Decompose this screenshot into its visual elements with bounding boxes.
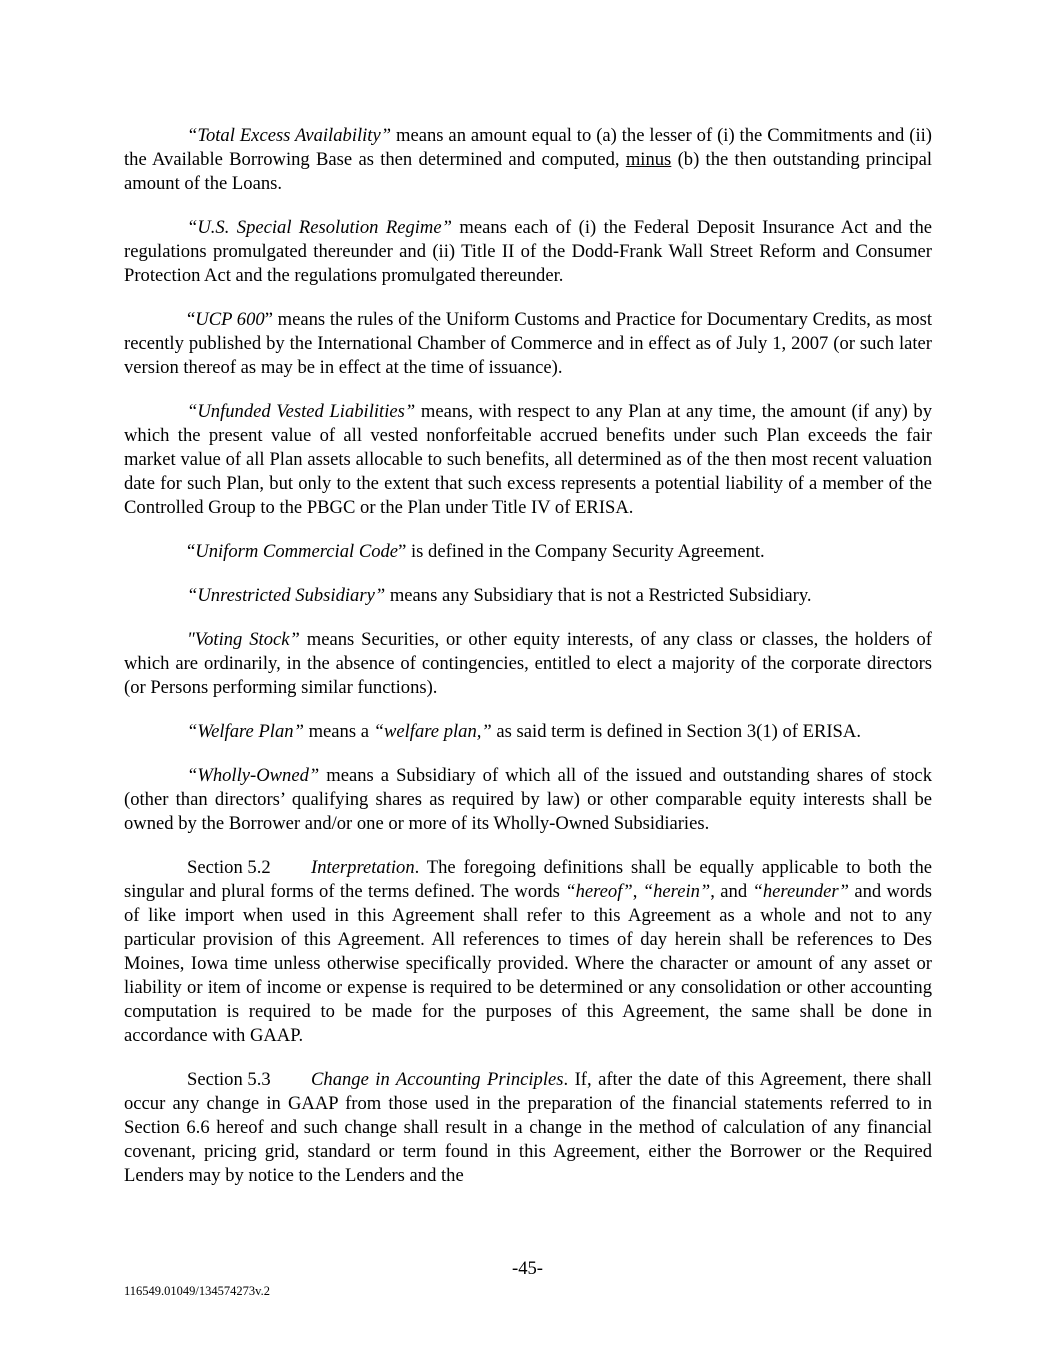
defined-term: “Unrestricted Subsidiary” xyxy=(187,585,386,606)
defined-term: Uniform Commercial Code xyxy=(195,541,399,562)
definition-text: means Securities, or other equity interests, of any class or classes, the holders of which are ordinarily, in the absence of contingencies, entitled to elect a majority of the corporate directors (or Persons performing similar functions). xyxy=(124,629,932,698)
definition-unrestricted-subsidiary xyxy=(124,584,932,608)
definition-us-special-resolution-regime xyxy=(124,216,932,288)
definition-total-excess-availability xyxy=(124,124,932,196)
definition-text-cont: (b) the then outstanding principal amount of the Loans. xyxy=(124,149,932,194)
definition-uniform-commercial-code xyxy=(124,540,932,564)
defined-term: “Wholly-Owned” xyxy=(187,765,320,786)
definition-text: means each of (i) the Federal Deposit Insurance Act and the regulations promulgated thereunder and (ii) Title II of the Dodd-Frank Wall Street Reform and Consumer Protection Act and the regulations promulgated thereunder. xyxy=(124,217,932,286)
section-number: Section 5.2 xyxy=(187,857,271,878)
close-quote: ” xyxy=(398,541,407,562)
open-quote: “ xyxy=(187,541,196,562)
definition-text: means any Subsidiary that is not a Restricted Subsidiary. xyxy=(385,585,812,606)
definition-welfare-plan xyxy=(124,720,932,744)
section-5-3 xyxy=(124,1068,932,1188)
section-text: . If, after the date of this Agreement, there shall occur any change in GAAP from those used in the preparation of the financial statements referred to in Section 6.6 hereof and such change shall result in a change in the method of calculation of any financial covenant, pricing grid, standard or term found in this Agreement, either the Borrower or the Required Lenders may by notice to the Lenders and the xyxy=(124,1069,932,1186)
defined-term: “Unfunded Vested Liabilities” xyxy=(187,401,416,422)
close-quote: ” xyxy=(264,309,273,330)
section-title: Change in Accounting Principles xyxy=(311,1069,564,1090)
separator: , xyxy=(632,881,643,902)
inline-italic-term: “welfare plan,” xyxy=(373,721,492,742)
definition-unfunded-vested-liabilities xyxy=(124,400,932,520)
definition-text: means an amount equal to (a) the lesser of (i) the Commitments and (ii) the Available Borrowing Base as then determined and computed, xyxy=(124,125,932,170)
definition-text: is defined in the Company Security Agreement. xyxy=(406,541,765,562)
page-number: -45- xyxy=(512,1258,543,1279)
section-title: Interpretation xyxy=(311,857,415,878)
definition-text: means a Subsidiary of which all of the issued and outstanding shares of stock (other than directors’ qualifying shares as required by law) or other comparable equity interests shall be owned by the Borrower and/or one or more of its Wholly-Owned Subsidiaries. xyxy=(124,765,932,834)
defined-term: “Welfare Plan” xyxy=(187,721,304,742)
defined-term: “Total Excess Availability” xyxy=(187,125,392,146)
definition-text: means, with respect to any Plan at any time, the amount (if any) by which the present value of all vested nonforfeitable accrued benefits under such Plan exceeds the fair market value of all Plan assets allocable to such benefits, all determined as of the then most recent valuation date for such Plan, but only to the extent that such excess represents a potential liability of a member of the Controlled Group to the PBGC or the Plan under Title IV of ERISA. xyxy=(124,401,932,518)
quoted-word-herein: “herein” xyxy=(642,881,711,902)
defined-term: "Voting Stock” xyxy=(187,629,300,650)
quoted-word-hereof: “hereof” xyxy=(565,881,633,902)
defined-term: UCP 600 xyxy=(195,309,265,330)
definition-wholly-owned xyxy=(124,764,932,836)
definition-text: means a xyxy=(303,721,374,742)
definition-text: means the rules of the Uniform Customs and Practice for Documentary Credits, as most recently published by the International Chamber of Commerce and in effect as of July 1, 2007 (or such later version thereof as may be in effect at the time of issuance). xyxy=(124,309,932,378)
separator: , and xyxy=(710,881,753,902)
quoted-word-hereunder: “hereunder” xyxy=(752,881,849,902)
open-quote: “ xyxy=(187,309,196,330)
definition-voting-stock xyxy=(124,628,932,700)
defined-term: “U.S. Special Resolution Regime” xyxy=(187,217,452,238)
definition-ucp-600 xyxy=(124,308,932,380)
section-5-2 xyxy=(124,856,932,1048)
section-text: . The foregoing definitions shall be equally applicable to both the singular and plural forms of the terms defined. The words xyxy=(124,857,932,902)
underlined-word: minus xyxy=(625,149,672,170)
section-text-cont: and words of like import when used in this Agreement shall refer to this Agreement as a whole and not to any particular provision of this Agreement. All references to times of day herein shall be references to Des Moines, Iowa time unless otherwise specifically provided. Where the character or amount of any asset or liability or item of income or expense is required to be determined or any consolidation or other accounting computation is required to be made for the purposes of this Agreement, the same shall be done in accordance with GAAP. xyxy=(124,881,933,1046)
document-page xyxy=(124,124,932,1188)
definition-text-cont: as said term is defined in Section 3(1) of ERISA. xyxy=(491,721,861,742)
document-id: 116549.01049/134574273v.2 xyxy=(124,1284,270,1298)
section-number: Section 5.3 xyxy=(187,1069,271,1090)
